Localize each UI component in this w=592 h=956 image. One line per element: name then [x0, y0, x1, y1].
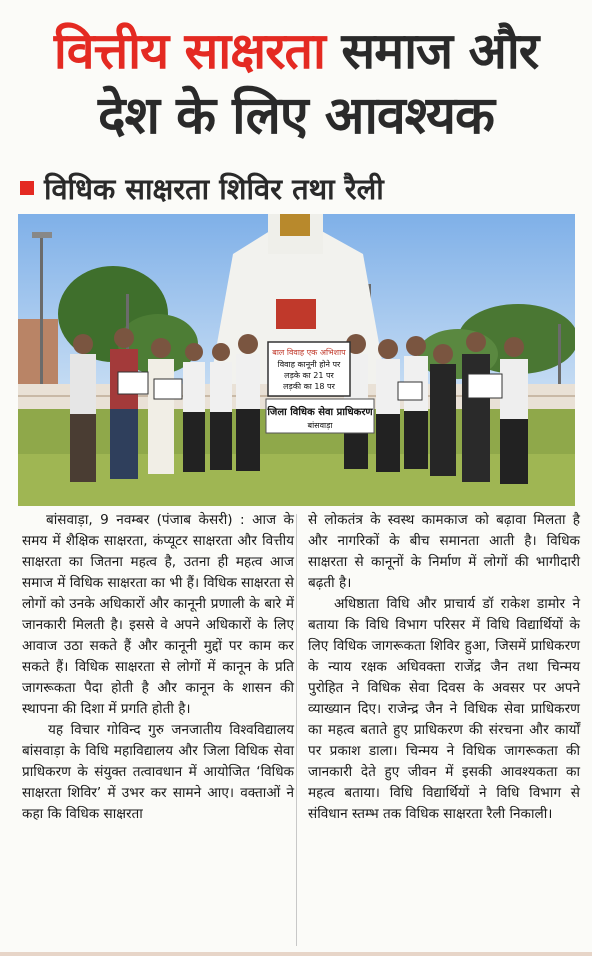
subheading-text: विधिक साक्षरता शिविर तथा रैली: [44, 171, 384, 206]
column-divider: [296, 514, 297, 946]
headline-red-part: वित्तीय साक्षरता: [53, 22, 325, 80]
article-left-paragraph-2: यह विचार गोविन्द गुरु जनजातीय विश्वविद्यालय बांसवाड़ा के विधि महाविद्यालय और जिला विधिक सेवा प्राधिकरण के संयुक्त तत्वावधान में आयोजित ‘विधिक साक्षरता शिविर’ में उभर कर सामने आए। वक्ताओं ने कहा कि विधिक साक्षरता: [22, 722, 294, 822]
banner-main-text: जिला विधिक सेवा प्राधिकरण: [267, 407, 373, 418]
headline-line-1: [0, 20, 592, 82]
headline-line-2: देश के लिए आवश्यक: [98, 86, 494, 146]
news-photo: [18, 214, 575, 506]
placard-line-2: विवाह कानूनी होने पर: [277, 360, 341, 369]
placard-top-text: बाल विवाह एक अभिशाप: [272, 348, 346, 357]
placard-line-3: लड़के का 21 पर: [284, 371, 334, 380]
article-right-paragraph-2: अधिष्ठाता विधि और प्राचार्य डॉ राकेश डामोर ने बताया कि विधि विभाग परिसर में विधि विद्यार्थियों के लिए विधिक जागरूकता शिविर हुआ, जिसमें प्राधिकरण के न्याय रक्षक अधिवक्ता राजेंद्र जैन तथा चिन्मय पुरोहित ने विधिक सेवा दिवस के अवसर पर अपने व्याख्यान दिए। राजेन्द्र जैन ने विधिक सेवा प्राधिकरण का महत्व बताते हुए प्राधिकरण की संरचना और कार्यों पर प्रकाश डाला। चिन्मय ने विधिक जागरूकता की जानकारी देते हुए जीवन में इसकी आवश्यकता का महत्व बताया। विधि विद्यार्थियों ने विधि विभाग से संविधान स्तम्भ तक विधिक साक्षरता रैली निकाली।: [308, 596, 580, 822]
article-column-right: [308, 510, 580, 825]
headline-dark-part: समाज और: [325, 22, 539, 80]
article-right-paragraph-1: से लोकतंत्र के स्वस्थ कामकाज को बढ़ावा मिलता है और नागरिकों के बीच समानता आती है। विधिक साक्षरता से कानूनों के निर्माण में लोगों की भागीदारी बढ़ती है।: [308, 512, 580, 591]
article-column-left: [22, 510, 294, 825]
page-bottom-bar: [0, 952, 592, 956]
placard-line-4: लड़की का 18 पर: [283, 382, 335, 391]
subheading: [20, 168, 384, 208]
banner-place-text: बांसवाड़ा: [307, 421, 333, 430]
article-left-paragraph-1: बांसवाड़ा, 9 नवम्बर (पंजाब केसरी) : आज के समय में शैक्षिक साक्षरता, कंप्यूटर साक्षरता और वित्तीय साक्षरता का जितना महत्व है, उतना ही महत्व आज समाज में विधिक साक्षरता का भी हैं। विधिक साक्षरता से लोगों को उनके अधिकारों और कानूनी प्रणाली के बारे में जानकारी मिलती है। इससे वे अपने अधिकारों के लिए आवाज उठा सकते हैं और कानूनी मुद्दों पर काम कर सकते हैं। विधिक साक्षरता से लोगों में कानून के प्रति जागरूकता पैदा होती है और कानून के शासन की स्थापना की दिशा में प्रगति होती है।: [22, 512, 294, 717]
red-square-bullet-icon: [20, 181, 34, 195]
